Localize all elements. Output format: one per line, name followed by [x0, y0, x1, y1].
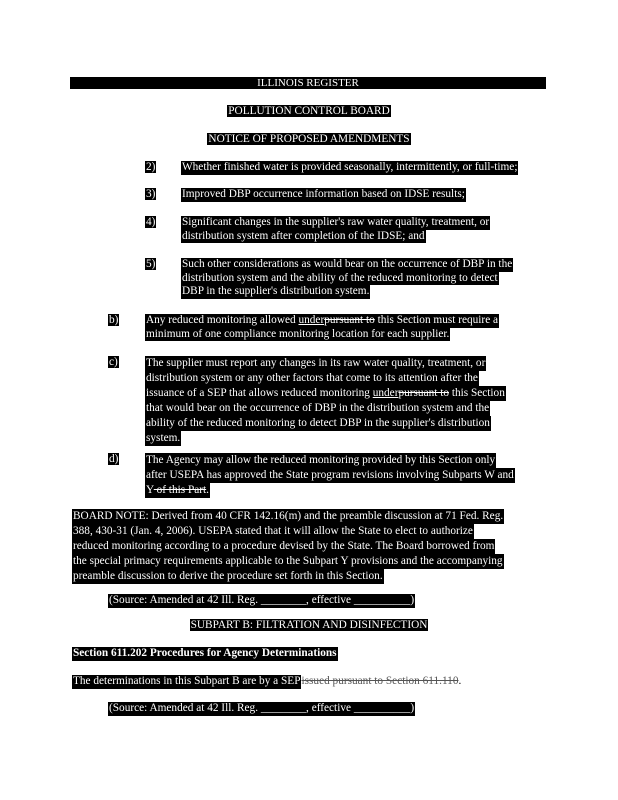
source-note: (Source: Amended at 42 Ill. Reg. ________, effective __________) [109, 702, 415, 714]
item-number: 3) [146, 188, 156, 200]
list-item: Such other considerations as would bear on the occurrence of DBP in the distribution system and the ability of the reduced monitoring to detect DBP in the supplier's distribution system. [182, 258, 513, 297]
item-number: 2) [146, 161, 156, 173]
section-d: The Agency may allow the reduced monitoring provided by this Section only after USEPA has approved the State program revisions involving Subparts W and Y of this Part. [146, 454, 514, 496]
item-number: 4) [146, 216, 156, 228]
section-number: c) [109, 356, 118, 368]
subpart-heading: SUBPART B: FILTRATION AND DISINFECTION [190, 619, 428, 631]
section-number: b) [109, 314, 119, 326]
section-number: d) [109, 453, 119, 465]
notice-header: NOTICE OF PROPOSED AMENDMENTS [208, 133, 410, 145]
list-item: Improved DBP occurrence information based on IDSE results; [182, 188, 465, 200]
determinations-text: The determinations in this Subpart B are by a SEPissued pursuant to Section 611.110. [73, 675, 462, 687]
register-title: ILLINOIS REGISTER [257, 77, 359, 89]
source-note: (Source: Amended at 42 Ill. Reg. ________, effective __________) [109, 594, 415, 606]
register-header [70, 77, 546, 89]
section-b: Any reduced monitoring allowed underpursuant to this Section must require a minimum of one compliance monitoring location for each supplier. [146, 314, 499, 340]
item-number: 5) [146, 258, 156, 270]
board-note: BOARD NOTE: Derived from 40 CFR 142.16(m) and the preamble discussion at 71 Fed. Reg. 388, 430-31 (Jan. 4, 2006). USEPA stated that it will allow the State to elect to authorize reduced monitoring according to a procedure devised by the State. The Board borrowed from the special primacy requirements applicable to the Subpart Y provisions and the accompanying preamble discussion to derive the procedure set forth in this Section. [73, 510, 504, 582]
list-item: Whether finished water is provided seasonally, intermittently, or full-time; [182, 161, 518, 173]
section-c: The supplier must report any changes in its raw water quality, treatment, or distribution system or any other factors that come to its attention after the issuance of a SEP that allows reduced monitoring underpursuant to this Section that would bear on the occurrence of DBP in the distribution system and the ability of the reduced monitoring to detect DBP in the supplier's distribution system. [146, 357, 505, 444]
section-heading: Section 611.202 Procedures for Agency Determinations [73, 647, 337, 659]
board-header: POLLUTION CONTROL BOARD [228, 105, 390, 117]
list-item: Significant changes in the supplier's raw water quality, treatment, or distribution system after completion of the IDSE; and [182, 216, 490, 242]
